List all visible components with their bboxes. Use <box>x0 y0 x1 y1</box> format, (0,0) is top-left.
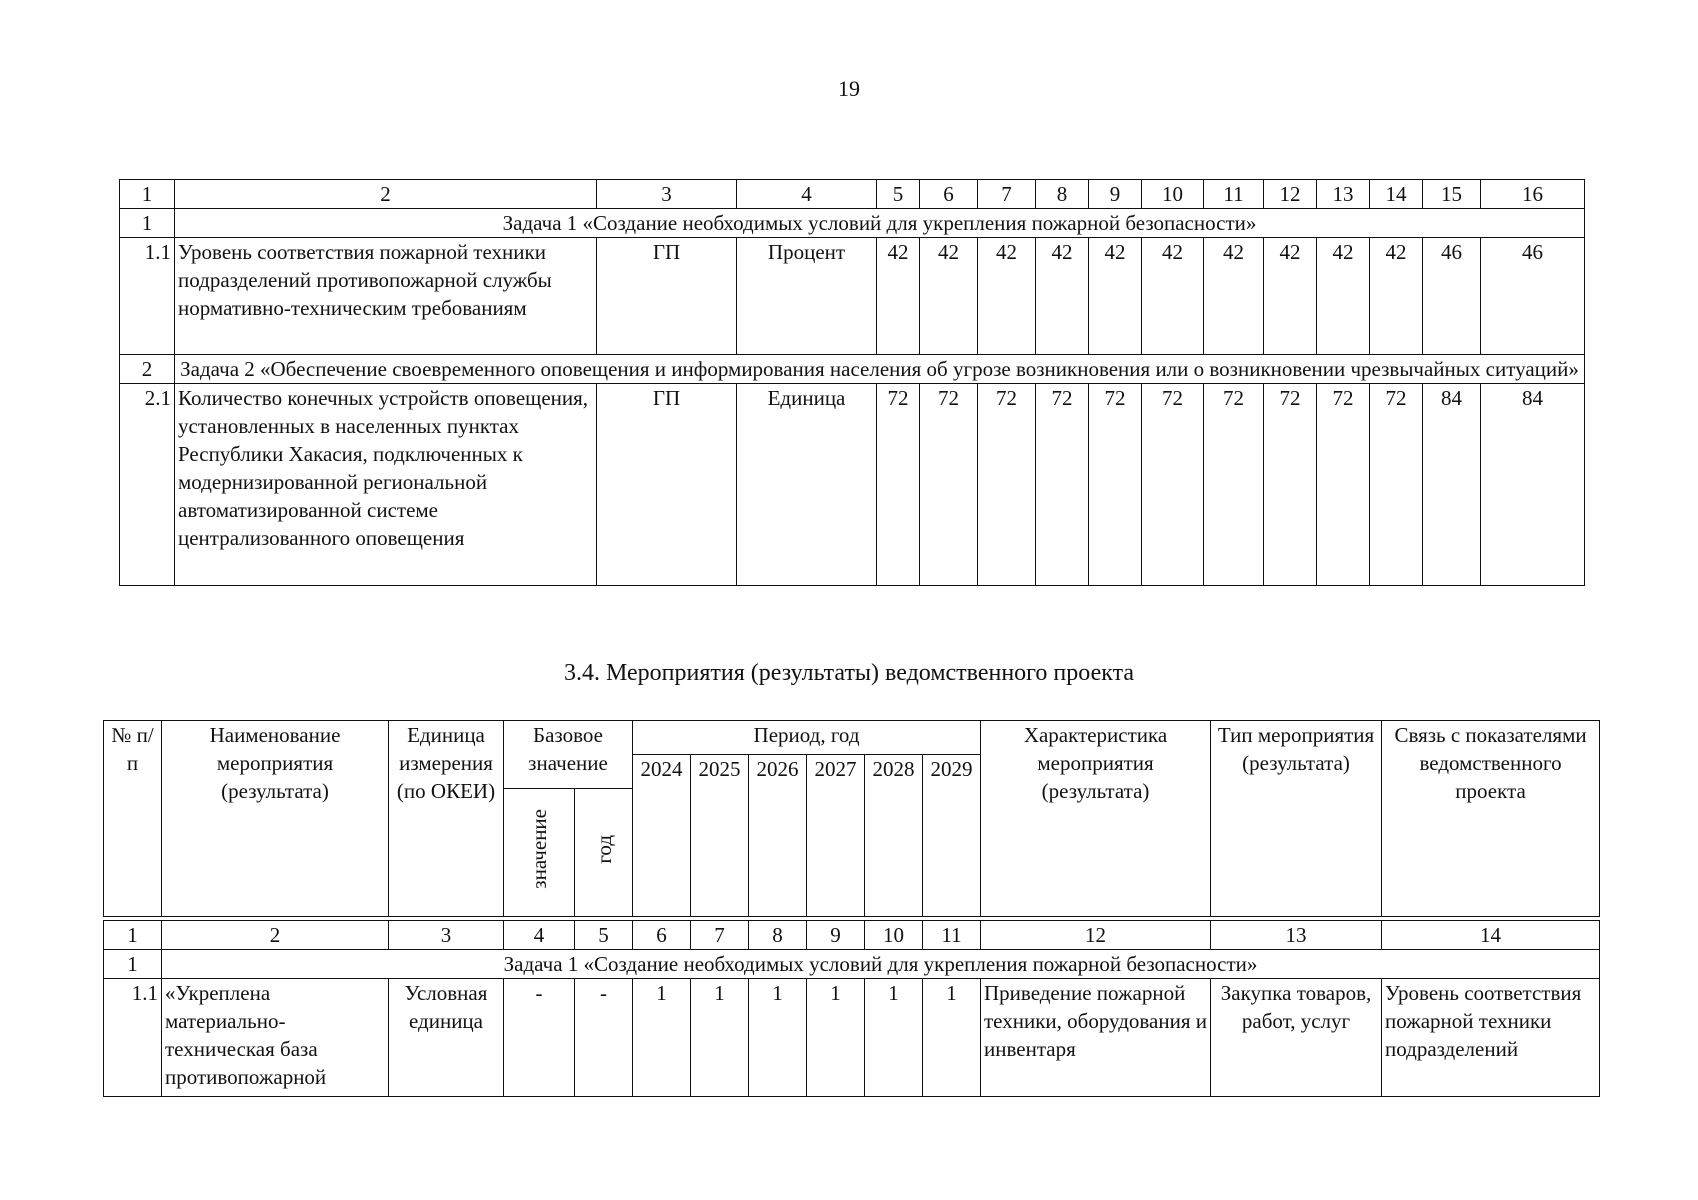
col-number: 15 <box>1423 180 1481 209</box>
col-number: 2 <box>162 921 389 950</box>
activity-type: Закупка товаров, работ, услуг <box>1211 979 1382 1097</box>
col-number: 4 <box>504 921 575 950</box>
task-title: Задача 1 «Создание необходимых условий для укрепления пожарной безопасности» <box>175 209 1585 238</box>
period-value: 1 <box>807 979 865 1097</box>
indicators-header-row <box>120 180 1585 209</box>
header-base-value-cell <box>504 789 575 917</box>
activities-table <box>103 920 1600 1097</box>
indicator-value: 72 <box>1317 384 1370 586</box>
col-number: 14 <box>1370 180 1423 209</box>
period-value: 1 <box>749 979 807 1097</box>
col-number: 13 <box>1211 921 1382 950</box>
indicator-value: 46 <box>1423 238 1481 355</box>
header-year: 2024 <box>633 755 691 917</box>
period-value: 1 <box>923 979 981 1097</box>
header-number: № п/п <box>104 721 162 917</box>
indicator-value: 72 <box>1204 384 1264 586</box>
indicator-value: 84 <box>1481 384 1585 586</box>
col-number: 11 <box>1204 180 1264 209</box>
col-number: 10 <box>1142 180 1204 209</box>
period-value: 1 <box>691 979 749 1097</box>
row-number: 2.1 <box>120 384 175 586</box>
indicator-value: 72 <box>920 384 978 586</box>
activity-name: «Укреплена материально-техническая база противопожарной <box>162 979 389 1097</box>
indicator-level: ГП <box>597 238 737 355</box>
indicator-value: 72 <box>978 384 1036 586</box>
page-number: 19 <box>838 76 860 101</box>
header-year: 2027 <box>807 755 865 917</box>
row-number: 1.1 <box>104 979 162 1097</box>
col-number: 11 <box>923 921 981 950</box>
indicator-row <box>120 384 1585 586</box>
col-number: 10 <box>865 921 923 950</box>
base-value: - <box>504 979 575 1097</box>
col-number: 4 <box>737 180 877 209</box>
task-number: 1 <box>104 950 162 979</box>
indicator-value: 42 <box>1036 238 1089 355</box>
col-number: 14 <box>1382 921 1600 950</box>
col-number: 5 <box>877 180 920 209</box>
col-number: 3 <box>389 921 504 950</box>
header-base-value: Базовое значение <box>504 721 633 789</box>
indicator-value: 72 <box>1264 384 1317 586</box>
indicator-value: 42 <box>1370 238 1423 355</box>
indicator-row <box>120 238 1585 355</box>
header-period: Период, год <box>633 721 981 755</box>
header-characteristic: Характеристика мероприятия (результата) <box>981 721 1211 917</box>
task-row <box>104 950 1600 979</box>
task-row <box>120 355 1585 384</box>
activities-header-row <box>104 921 1600 950</box>
col-number: 9 <box>807 921 865 950</box>
header-year: 2025 <box>691 755 749 917</box>
indicators-table <box>119 179 1585 586</box>
indicator-unit: Процент <box>737 238 877 355</box>
indicator-value: 72 <box>1089 384 1142 586</box>
col-number: 1 <box>120 180 175 209</box>
indicator-value: 42 <box>1204 238 1264 355</box>
activity-unit: Условная единица <box>389 979 504 1097</box>
activities-header-table <box>103 720 1600 917</box>
col-number: 5 <box>575 921 633 950</box>
activity-row <box>104 979 1600 1097</box>
indicator-name: Количество конечных устройств оповещения, установленных в населенных пунктах Республики Хакасия, подключенных к модернизированной региональной автоматизированной системе централизованного оповещения <box>175 384 597 586</box>
activity-characteristic: Приведение пожарной техники, оборудования и инвентаря <box>981 979 1211 1097</box>
indicator-value: 72 <box>1370 384 1423 586</box>
period-value: 1 <box>865 979 923 1097</box>
header-indicator-link: Связь с показателями ведомственного проекта <box>1382 721 1600 917</box>
indicator-level: ГП <box>597 384 737 586</box>
task-title: Задача 1 «Создание необходимых условий для укрепления пожарной безопасности» <box>162 950 1600 979</box>
indicator-value: 42 <box>1142 238 1204 355</box>
col-number: 6 <box>633 921 691 950</box>
header-base-value-value: значение <box>527 809 551 889</box>
col-number: 13 <box>1317 180 1370 209</box>
period-value: 1 <box>633 979 691 1097</box>
col-number: 16 <box>1481 180 1585 209</box>
header-year: 2026 <box>749 755 807 917</box>
indicator-value: 42 <box>978 238 1036 355</box>
indicator-value: 42 <box>1264 238 1317 355</box>
col-number: 12 <box>1264 180 1317 209</box>
task-number: 1 <box>120 209 175 238</box>
indicator-value: 42 <box>1317 238 1370 355</box>
indicator-value: 42 <box>877 238 920 355</box>
indicator-value: 42 <box>920 238 978 355</box>
row-number: 1.1 <box>120 238 175 355</box>
header-base-value-year: год <box>591 834 616 864</box>
indicator-value: 72 <box>1142 384 1204 586</box>
task-number: 2 <box>120 355 175 384</box>
col-number: 1 <box>104 921 162 950</box>
header-base-year-cell <box>575 789 633 917</box>
col-number: 8 <box>1036 180 1089 209</box>
indicator-value: 42 <box>1089 238 1142 355</box>
header-activity-type: Тип мероприятия (результата) <box>1211 721 1382 917</box>
header-activity-name: Наименование мероприятия (результата) <box>162 721 389 917</box>
col-number: 12 <box>981 921 1211 950</box>
indicator-unit: Единица <box>737 384 877 586</box>
col-number: 7 <box>691 921 749 950</box>
col-number: 6 <box>920 180 978 209</box>
section-title: 3.4. Мероприятия (результаты) ведомственного проекта <box>563 660 1134 686</box>
col-number: 7 <box>978 180 1036 209</box>
indicator-value: 46 <box>1481 238 1585 355</box>
col-number: 8 <box>749 921 807 950</box>
header-year: 2029 <box>923 755 981 917</box>
indicator-value: 72 <box>1036 384 1089 586</box>
col-number: 2 <box>175 180 597 209</box>
indicator-value: 84 <box>1423 384 1481 586</box>
indicator-link: Уровень соответствия пожарной техники подразделений <box>1382 979 1600 1097</box>
col-number: 9 <box>1089 180 1142 209</box>
indicator-value: 72 <box>877 384 920 586</box>
header-unit: Единица измерения (по ОКЕИ) <box>389 721 504 917</box>
header-year: 2028 <box>865 755 923 917</box>
col-number: 3 <box>597 180 737 209</box>
indicator-name: Уровень соответствия пожарной техники подразделений противопожарной службы нормативно-техническим требованиям <box>175 238 597 355</box>
task-title: Задача 2 «Обеспечение своевременного оповещения и информирования населения об угрозе возникновения или о возникновении чрезвычайных ситуаций» <box>175 355 1585 384</box>
base-year: - <box>575 979 633 1097</box>
task-row <box>120 209 1585 238</box>
